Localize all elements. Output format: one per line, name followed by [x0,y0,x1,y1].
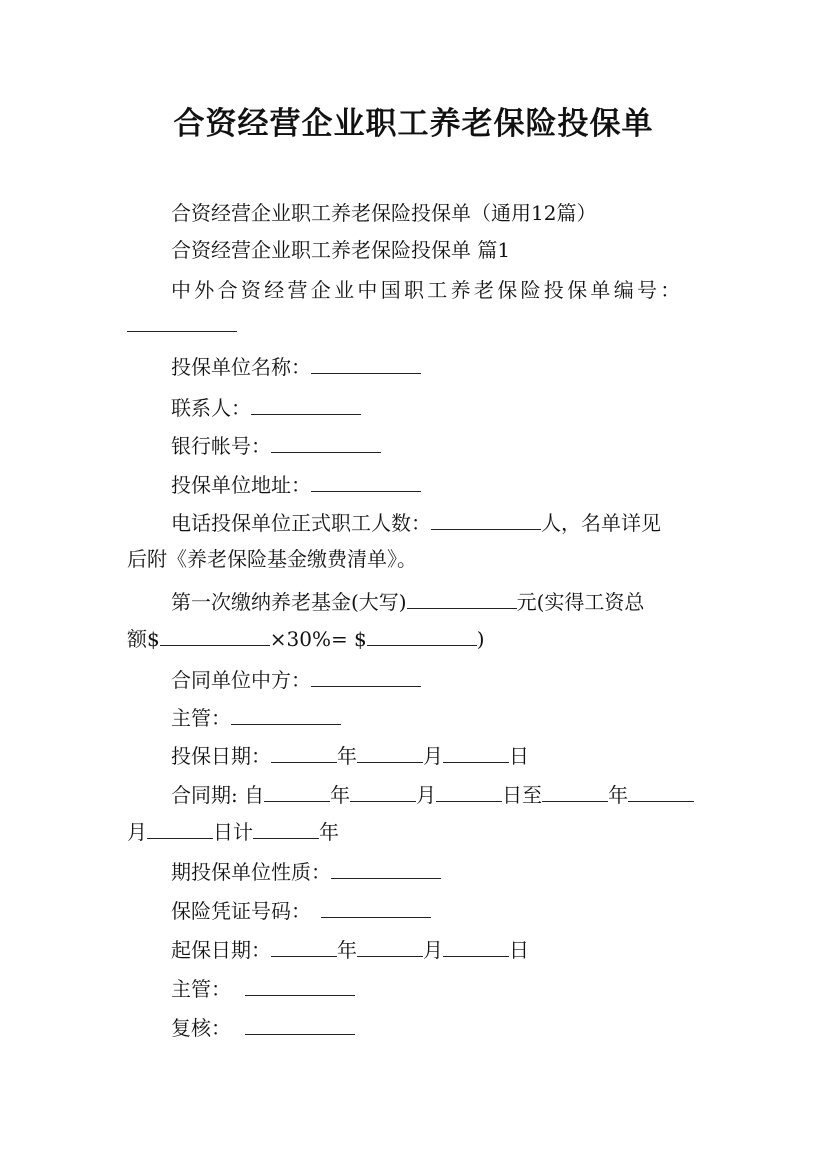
insure-year-blank[interactable] [271,744,337,763]
form-number-label: 中外合资经营企业中国职工养老保险投保单编号： [171,278,684,302]
contract-end-month-blank[interactable] [628,783,694,802]
first-payment-label: 第一次缴纳养老基金(大写) [171,590,407,614]
form-number-blank[interactable] [127,313,237,332]
first-payment-row [171,589,644,615]
month-label: 月 [423,938,443,962]
wage-calc-prefix: 额$ [127,627,160,651]
insured-unit-name-label: 投保单位名称： [171,355,311,379]
contract-end-year-blank[interactable] [542,783,608,802]
unit-address-label: 投保单位地址： [171,473,311,497]
to-label: 至 [522,783,543,807]
contract-total-years-blank[interactable] [253,820,319,839]
certificate-number-blank[interactable] [321,899,431,918]
contact-label: 联系人： [171,396,251,420]
first-payment-blank[interactable] [407,590,517,609]
supervisor-blank[interactable] [231,706,341,725]
unit-nature-blank[interactable] [331,860,441,879]
start-date-label: 起保日期： [171,938,271,962]
start-month-blank[interactable] [357,938,423,957]
contact-blank[interactable] [251,396,361,415]
reviewer-blank[interactable] [245,1016,355,1035]
insure-month-blank[interactable] [357,744,423,763]
attachment-note: 后附《养老保险基金缴费清单》。 [127,547,417,571]
contract-start-year-blank[interactable] [264,783,330,802]
wage-total-blank[interactable] [160,627,270,646]
insure-day-blank[interactable] [443,744,509,763]
day-label: 日 [502,783,523,807]
day-label: 日 [509,744,529,768]
insure-date-row [171,743,529,769]
contract-period-row [171,782,694,808]
contact-row [171,395,361,421]
document-title: 合资经营企业职工养老保险投保单 [173,106,654,142]
contract-period-row-2 [127,819,339,845]
supervisor-label: 主管： [171,706,231,730]
reviewer-label: 复核： [171,1016,231,1040]
insured-unit-name-row [171,354,421,380]
bank-account-blank[interactable] [271,434,381,453]
contract-period-label: 合同期: 自 [171,783,265,807]
bank-account-label: 银行帐号： [171,434,271,458]
unit-address-row [171,472,421,498]
supervisor-signature-label: 主管： [171,977,231,1001]
bank-account-row [171,433,381,459]
insured-unit-name-blank[interactable] [311,355,421,374]
employee-count-blank[interactable] [431,511,541,530]
unit-address-blank[interactable] [311,473,421,492]
unit-nature-label: 期投保单位性质： [171,860,331,884]
month-label: 月 [416,783,437,807]
wage-calc-mid: ×30%= $ [269,627,367,651]
day-label: 日 [213,820,233,844]
chinese-party-label: 合同单位中方： [171,668,311,692]
reviewer-row [171,1015,355,1041]
year-label: 年 [319,820,339,844]
employee-count-tail: 人，名单详见 [541,511,661,535]
start-date-row [171,937,529,963]
doc-subtitle: 合资经营企业职工养老保险投保单（通用12篇） [171,201,597,225]
unit-nature-row [171,859,441,885]
month-label: 月 [127,820,147,844]
year-label: 年 [337,744,357,768]
insure-date-label: 投保日期： [171,744,271,768]
day-label: 日 [509,938,529,962]
supervisor-signature-blank[interactable] [245,977,355,996]
wage-calc-suffix: ) [476,627,485,651]
employee-count-label: 电话投保单位正式职工人数： [171,511,431,535]
year-label: 年 [608,783,629,807]
supervisor-row [171,705,341,731]
wage-calc-row [127,626,485,652]
first-payment-tail: 元(实得工资总 [516,590,645,614]
start-year-blank[interactable] [271,938,337,957]
year-label: 年 [337,938,357,962]
contract-start-day-blank[interactable] [436,783,502,802]
employee-count-row [171,510,661,536]
certificate-number-row [171,898,431,924]
start-day-blank[interactable] [443,938,509,957]
total-label: 计 [233,820,253,844]
supervisor-signature-row [171,976,355,1002]
contract-end-day-blank[interactable] [147,820,213,839]
month-label: 月 [423,744,443,768]
wage-result-blank[interactable] [367,627,477,646]
year-label: 年 [330,783,351,807]
form-number-field [127,312,237,338]
chinese-party-row [171,667,421,693]
contract-start-month-blank[interactable] [350,783,416,802]
chinese-party-blank[interactable] [311,668,421,687]
certificate-number-label: 保险凭证号码： [171,899,311,923]
section-heading: 合资经营企业职工养老保险投保单 篇1 [171,238,511,262]
